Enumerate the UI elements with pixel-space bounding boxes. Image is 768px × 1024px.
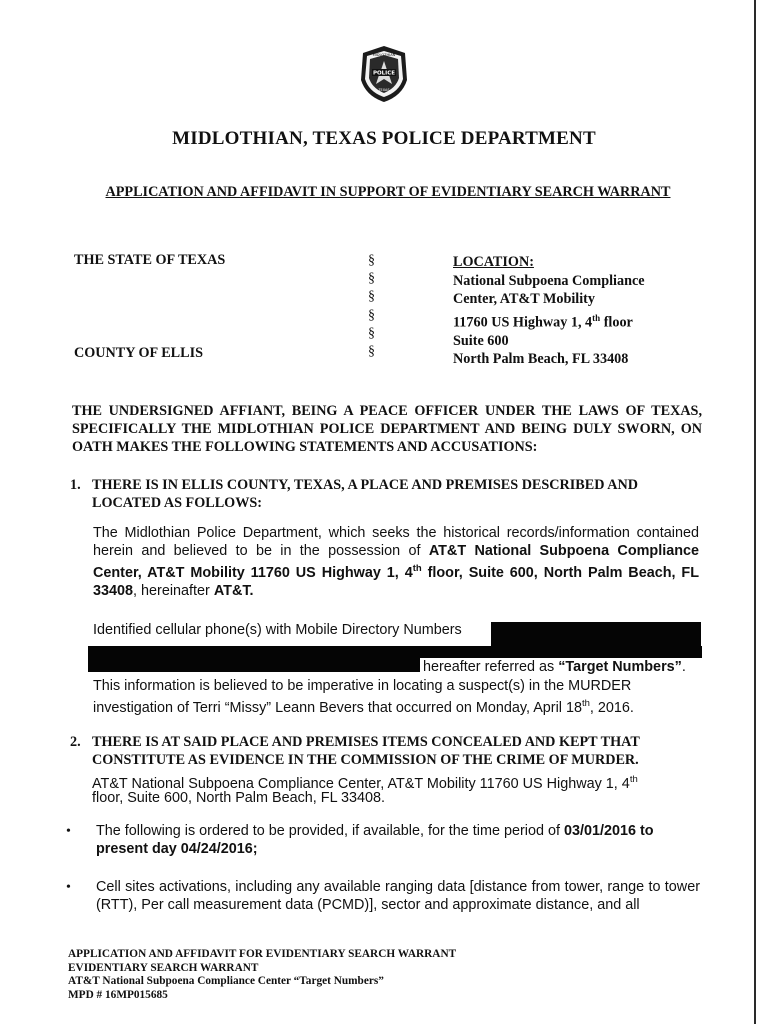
superscript: th [412,563,422,574]
bullet-time-period [96,822,700,858]
section-number: 2. [70,734,81,750]
section-heading-text: THERE IS AT SAID PLACE AND PREMISES ITEMS CONCEALED AND KEPT THAT CONSTITUTE AS EVIDENCE IN THE COMMISSION OF THE CRIME OF MURDER. [92,734,640,768]
superscript: th [581,698,590,709]
affiant-statement: THE UNDERSIGNED AFFIANT, BEING A PEACE OFFICER UNDER THE LAWS OF TEXAS, SPECIFICALLY THE MIDLOTHIAN POLICE DEPARTMENT AND BEING DULY SWORN, ON OATH MAKES THE FOLLOWING STATEMENTS AND ACCUSATIONS: [72,403,702,455]
section-2-heading [70,733,710,773]
location-line: North Palm Beach, FL 33408 [453,351,629,368]
footer-line: MPD # 16MP015685 [68,988,168,1001]
section-heading-text: THERE IS IN ELLIS COUNTY, TEXAS, A PLACE AND PREMISES DESCRIBED AND LOCATED AS FOLLOWS: [92,477,638,511]
section-symbols [368,252,375,361]
line-text: , 2016. [589,699,634,716]
redaction-bar [491,622,701,646]
location-text: floor [600,314,633,331]
location-line: Center, AT&T Mobility [453,291,596,307]
location-block [453,253,645,369]
footer-line: APPLICATION AND AFFIDAVIT FOR EVIDENTIARY SEARCH WARRANT [68,948,457,960]
bullet-symbol: • [66,824,71,839]
section-symbol: § [368,271,375,287]
info-line [93,695,634,717]
county-caption: COUNTY OF ELLIS [74,345,204,361]
document-footer [68,948,456,1002]
paragraph-bold: floor, Suite 600, North Palm Beach, FL 33408 [93,564,699,599]
bullet-symbol: • [66,880,71,895]
location-line [453,309,645,332]
line-text: hereafter referred as [423,659,559,675]
section-symbol: § [368,344,375,360]
section-1-paragraph [93,524,699,600]
state-caption: THE STATE OF TEXAS [74,252,226,268]
section-2-location-line: floor, Suite 600, North Palm Beach, FL 33408. [92,790,386,806]
location-label: LOCATION: [453,254,534,270]
bullet-cell-sites: Cell sites activations, including any available ranging data [distance from tower, range to tower (RTT), Per call measurement data (PCMD)], sector and approximate distance, and all [96,879,700,913]
svg-text:MIDLOTHIAN: MIDLOTHIAN [372,53,396,57]
svg-text:POLICE: POLICE [372,70,396,77]
svg-text:TEXAS: TEXAS [378,88,390,92]
location-text: 11760 US Highway 1, 4 [453,314,593,331]
paragraph-text: The Midlothian Police Department, which seeks the historical records/information contained herein and believed to be in the possession of [93,525,699,559]
line-text: . [681,659,686,675]
paragraph-bold: AT&T. [213,582,254,599]
page-edge [754,0,756,1024]
line-text: AT&T National Subpoena Compliance Center, AT&T Mobility 11760 US Highway 1, 4 [92,775,630,792]
superscript: th [629,774,638,785]
location-line: National Subpoena Compliance [453,272,645,289]
info-line: This information is believed to be imperative in locating a suspect(s) in the MURDER [93,678,632,694]
line-text: investigation of Terri “Missy” Leann Bevers that occurred on Monday, April 18 [93,699,582,716]
section-symbol: § [368,325,375,341]
bullet-text: The following is ordered to be provided, if available, for the time period of [96,823,564,839]
police-badge-seal [357,44,411,104]
section-symbol: § [368,289,375,305]
superscript: th [592,312,601,323]
document-subtitle: APPLICATION AND AFFIDAVIT IN SUPPORT OF EVIDENTIARY SEARCH WARRANT [105,184,671,200]
paragraph-bold: AT&T National Subpoena Compliance Center, AT&T Mobility 11760 US Highway 1, 4 [93,543,699,581]
location-line: Suite 600 [453,332,509,349]
date-range: 03/01/2016 to present day 04/24/2016; [96,823,654,857]
section-number: 1. [70,477,81,493]
redaction-bar [88,654,420,672]
section-1-heading [70,476,710,516]
footer-line: EVIDENTIARY SEARCH WARRANT [68,961,259,974]
footer-line: AT&T National Subpoena Compliance Center “Target Numbers” [68,975,384,988]
section-symbol: § [368,307,375,323]
department-title: MIDLOTHIAN, TEXAS POLICE DEPARTMENT [172,128,596,149]
target-numbers-line [423,658,686,676]
section-symbol: § [368,253,375,268]
phones-label: Identified cellular phone(s) with Mobile Directory Numbers [93,622,462,638]
target-numbers-term: “Target Numbers” [558,659,682,675]
paragraph-text: , hereinafter [133,582,214,599]
